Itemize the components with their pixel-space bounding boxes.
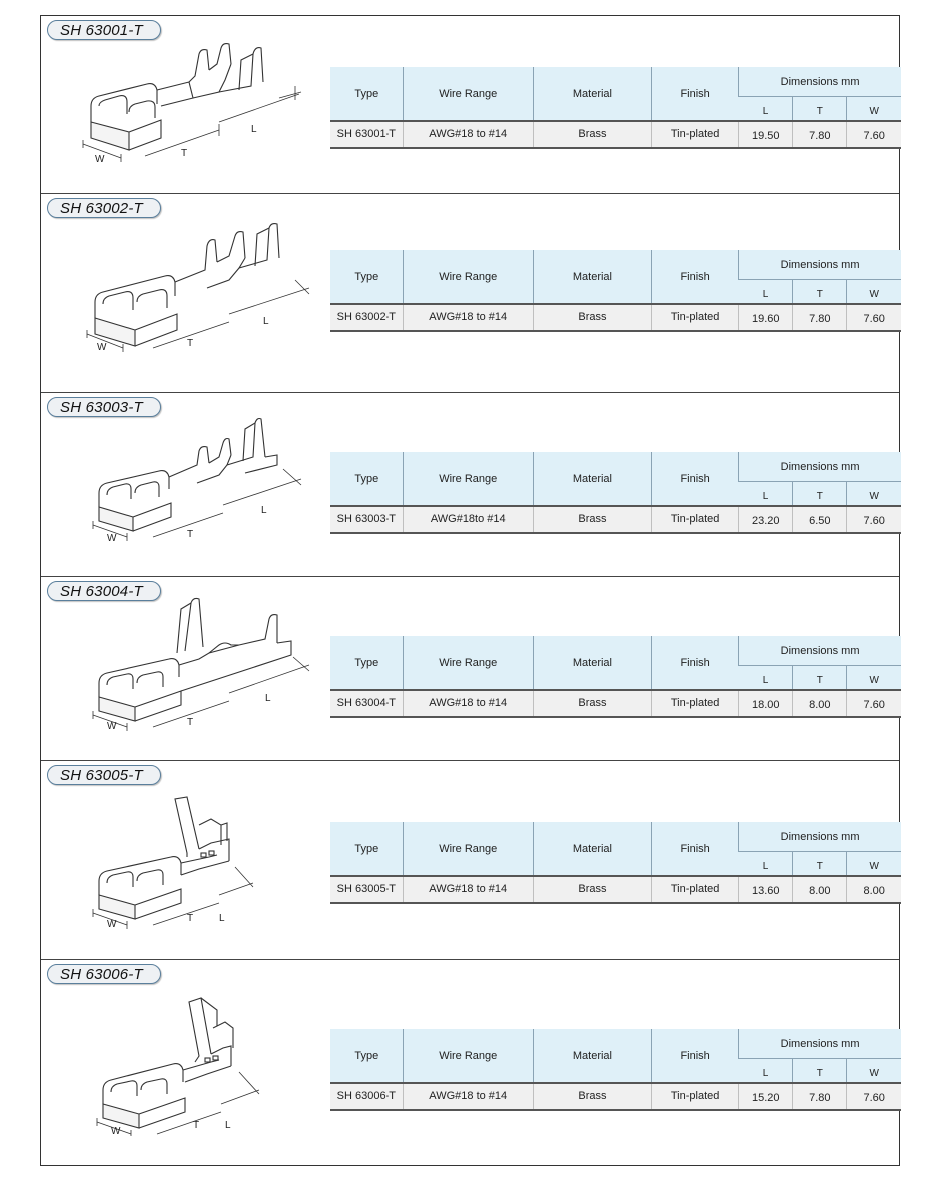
model-badge: SH 63005-T bbox=[47, 765, 161, 785]
header-dimensions: Dimensions mm bbox=[739, 67, 901, 97]
terminal-diagram bbox=[69, 595, 319, 735]
header-t: T bbox=[793, 1059, 847, 1083]
product-section-sh63002t bbox=[41, 194, 899, 393]
cell-t: 7.80 bbox=[793, 304, 847, 331]
dim-label-w: W bbox=[97, 342, 107, 353]
header-wire-range: Wire Range bbox=[403, 822, 533, 876]
header-t: T bbox=[793, 482, 847, 506]
header-wire-range: Wire Range bbox=[403, 636, 533, 690]
terminal-diagram bbox=[69, 34, 319, 174]
header-t: T bbox=[793, 852, 847, 876]
header-finish: Finish bbox=[652, 452, 739, 506]
cell-l: 13.60 bbox=[739, 876, 793, 903]
dim-label-l: L bbox=[263, 316, 269, 327]
header-dimensions: Dimensions mm bbox=[739, 1029, 901, 1059]
cell-l: 15.20 bbox=[739, 1083, 793, 1110]
header-l: L bbox=[739, 97, 793, 121]
cell-material: Brass bbox=[533, 506, 651, 533]
cell-wire-range: AWG#18 to #14 bbox=[403, 304, 533, 331]
cell-l: 23.20 bbox=[739, 506, 793, 533]
header-wire-range: Wire Range bbox=[403, 67, 533, 121]
cell-wire-range: AWG#18 to #14 bbox=[403, 690, 533, 717]
dim-label-t: T bbox=[187, 338, 194, 349]
dim-label-w: W bbox=[111, 1126, 121, 1136]
header-material: Material bbox=[533, 822, 651, 876]
header-l: L bbox=[739, 852, 793, 876]
header-finish: Finish bbox=[652, 1029, 739, 1083]
cell-wire-range: AWG#18 to #14 bbox=[403, 876, 533, 903]
header-material: Material bbox=[533, 452, 651, 506]
dim-label-w: W bbox=[107, 721, 117, 732]
table-row bbox=[330, 1083, 901, 1110]
header-finish: Finish bbox=[652, 67, 739, 121]
header-t: T bbox=[793, 280, 847, 304]
table-row bbox=[330, 304, 901, 331]
model-badge: SH 63003-T bbox=[47, 397, 161, 417]
model-badge: SH 63006-T bbox=[47, 964, 161, 984]
terminal-drawing bbox=[69, 595, 319, 735]
header-type: Type bbox=[330, 67, 403, 121]
cell-t: 7.80 bbox=[793, 1083, 847, 1110]
cell-type: SH 63006-T bbox=[330, 1083, 403, 1110]
header-dimensions: Dimensions mm bbox=[739, 452, 901, 482]
header-material: Material bbox=[533, 250, 651, 304]
dim-label-l: L bbox=[251, 124, 257, 135]
cell-l: 19.50 bbox=[739, 121, 793, 148]
model-badge: SH 63002-T bbox=[47, 198, 161, 218]
cell-material: Brass bbox=[533, 1083, 651, 1110]
cell-type: SH 63004-T bbox=[330, 690, 403, 717]
header-finish: Finish bbox=[652, 822, 739, 876]
cell-finish: Tin-plated bbox=[652, 506, 739, 533]
terminal-diagram bbox=[69, 795, 319, 935]
cell-finish: Tin-plated bbox=[652, 121, 739, 148]
header-wire-range: Wire Range bbox=[403, 452, 533, 506]
product-section-sh63003t bbox=[41, 393, 899, 577]
cell-finish: Tin-plated bbox=[652, 690, 739, 717]
dim-label-t: T bbox=[187, 913, 194, 924]
product-section-sh63004t bbox=[41, 577, 899, 761]
header-dimensions: Dimensions mm bbox=[739, 636, 901, 666]
dim-label-w: W bbox=[107, 533, 117, 544]
cell-material: Brass bbox=[533, 121, 651, 148]
table-row bbox=[330, 506, 901, 533]
cell-w: 7.60 bbox=[847, 121, 901, 148]
cell-type: SH 63001-T bbox=[330, 121, 403, 148]
cell-l: 19.60 bbox=[739, 304, 793, 331]
cell-w: 8.00 bbox=[847, 876, 901, 903]
model-badge: SH 63001-T bbox=[47, 20, 161, 40]
terminal-diagram bbox=[69, 413, 319, 553]
model-badge: SH 63004-T bbox=[47, 581, 161, 601]
cell-w: 7.60 bbox=[847, 690, 901, 717]
header-w: W bbox=[847, 280, 901, 304]
dim-label-l: L bbox=[225, 1120, 231, 1131]
header-finish: Finish bbox=[652, 636, 739, 690]
dim-label-w: W bbox=[107, 919, 117, 930]
table-row bbox=[330, 121, 901, 148]
spec-table bbox=[330, 822, 901, 904]
cell-w: 7.60 bbox=[847, 1083, 901, 1110]
header-t: T bbox=[793, 97, 847, 121]
cell-material: Brass bbox=[533, 876, 651, 903]
terminal-drawing bbox=[69, 413, 319, 553]
terminal-diagram bbox=[69, 218, 319, 358]
header-finish: Finish bbox=[652, 250, 739, 304]
header-type: Type bbox=[330, 452, 403, 506]
cell-type: SH 63005-T bbox=[330, 876, 403, 903]
dim-label-t: T bbox=[187, 717, 194, 728]
table-row bbox=[330, 690, 901, 717]
spec-table bbox=[330, 636, 901, 718]
catalog-sheet bbox=[40, 15, 900, 1166]
cell-finish: Tin-plated bbox=[652, 304, 739, 331]
product-section-sh63005t bbox=[41, 761, 899, 960]
dim-label-l: L bbox=[265, 693, 271, 704]
cell-type: SH 63003-T bbox=[330, 506, 403, 533]
dim-label-t: T bbox=[193, 1120, 200, 1131]
cell-t: 7.80 bbox=[793, 121, 847, 148]
header-wire-range: Wire Range bbox=[403, 250, 533, 304]
header-w: W bbox=[847, 482, 901, 506]
cell-wire-range: AWG#18to #14 bbox=[403, 506, 533, 533]
spec-table bbox=[330, 1029, 901, 1111]
header-wire-range: Wire Range bbox=[403, 1029, 533, 1083]
terminal-drawing bbox=[69, 218, 319, 358]
cell-wire-range: AWG#18 to #14 bbox=[403, 121, 533, 148]
dim-label-l: L bbox=[219, 913, 225, 924]
table-row bbox=[330, 876, 901, 903]
header-l: L bbox=[739, 482, 793, 506]
product-section-sh63006t bbox=[41, 960, 899, 1165]
cell-l: 18.00 bbox=[739, 690, 793, 717]
dim-label-l: L bbox=[261, 505, 267, 516]
cell-t: 8.00 bbox=[793, 876, 847, 903]
cell-finish: Tin-plated bbox=[652, 876, 739, 903]
header-material: Material bbox=[533, 1029, 651, 1083]
header-w: W bbox=[847, 97, 901, 121]
dim-label-t: T bbox=[187, 529, 194, 540]
cell-material: Brass bbox=[533, 304, 651, 331]
header-dimensions: Dimensions mm bbox=[739, 250, 901, 280]
terminal-drawing bbox=[69, 996, 319, 1146]
header-type: Type bbox=[330, 250, 403, 304]
cell-t: 8.00 bbox=[793, 690, 847, 717]
header-l: L bbox=[739, 666, 793, 690]
cell-type: SH 63002-T bbox=[330, 304, 403, 331]
header-w: W bbox=[847, 1059, 901, 1083]
header-l: L bbox=[739, 1059, 793, 1083]
spec-table bbox=[330, 452, 901, 534]
dim-label-t: T bbox=[181, 148, 188, 159]
product-section-sh63001t bbox=[41, 16, 899, 194]
dim-label-w: W bbox=[95, 154, 105, 165]
cell-material: Brass bbox=[533, 690, 651, 717]
terminal-diagram bbox=[69, 996, 319, 1136]
cell-wire-range: AWG#18 to #14 bbox=[403, 1083, 533, 1110]
cell-finish: Tin-plated bbox=[652, 1083, 739, 1110]
header-type: Type bbox=[330, 1029, 403, 1083]
terminal-drawing bbox=[69, 795, 319, 935]
header-w: W bbox=[847, 852, 901, 876]
header-t: T bbox=[793, 666, 847, 690]
spec-table bbox=[330, 250, 901, 332]
terminal-drawing bbox=[69, 34, 319, 174]
spec-table bbox=[330, 67, 901, 149]
header-type: Type bbox=[330, 822, 403, 876]
cell-t: 6.50 bbox=[793, 506, 847, 533]
header-material: Material bbox=[533, 67, 651, 121]
cell-w: 7.60 bbox=[847, 506, 901, 533]
header-dimensions: Dimensions mm bbox=[739, 822, 901, 852]
header-w: W bbox=[847, 666, 901, 690]
cell-w: 7.60 bbox=[847, 304, 901, 331]
header-material: Material bbox=[533, 636, 651, 690]
header-l: L bbox=[739, 280, 793, 304]
header-type: Type bbox=[330, 636, 403, 690]
